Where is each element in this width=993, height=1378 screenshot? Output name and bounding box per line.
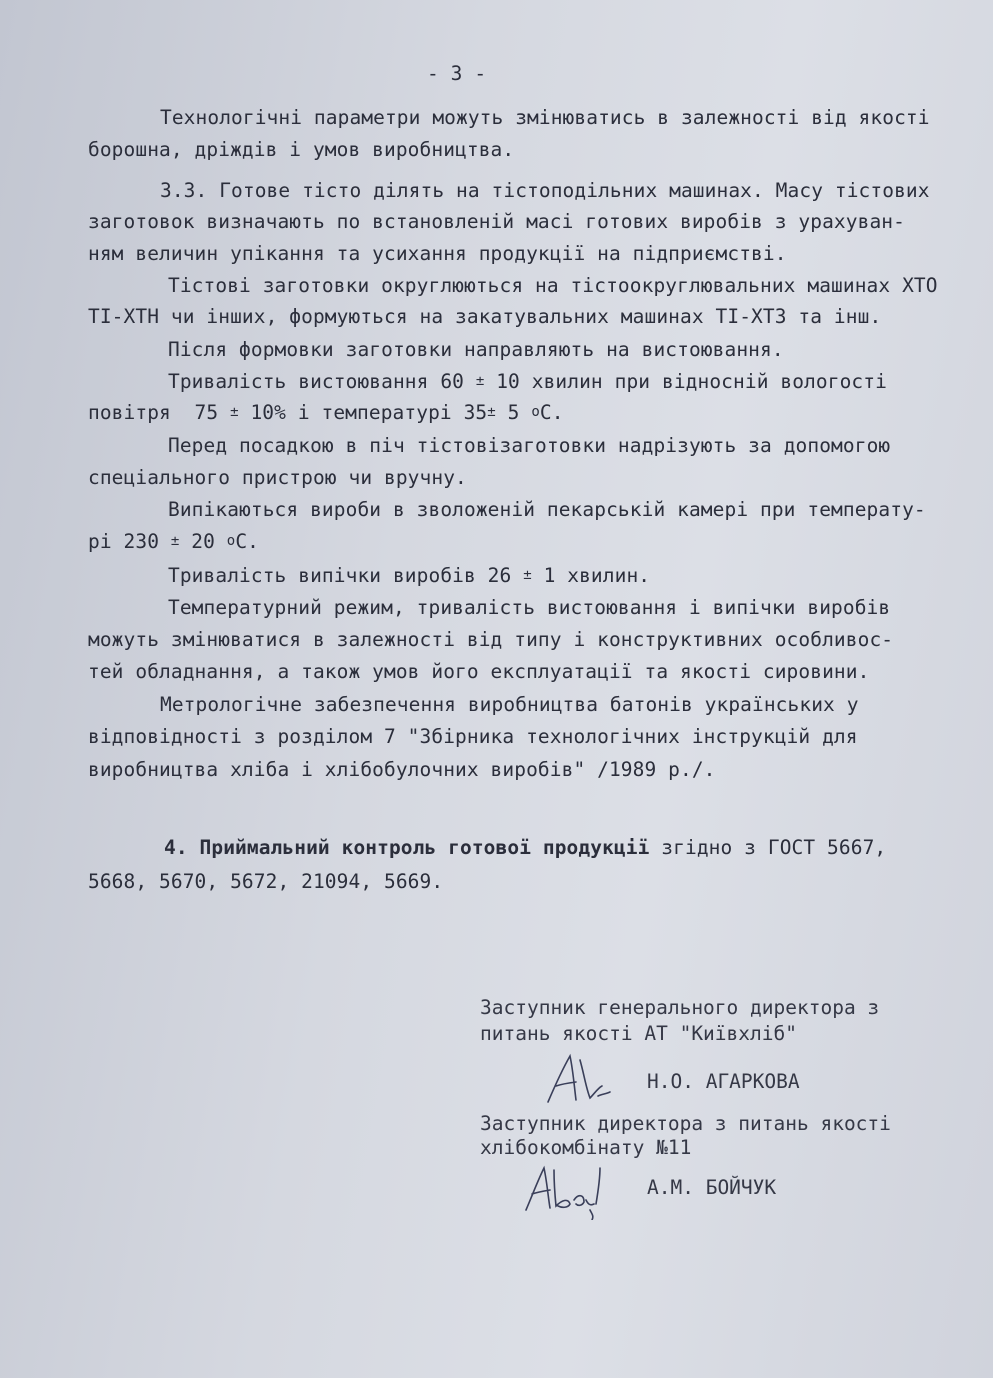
paragraph-line: Метрологічне забезпечення виробництва батонів українських у <box>160 693 859 716</box>
paragraph-line: 3.3. Готове тісто ділять на тістоподільних машинах. Масу тістових <box>160 179 930 202</box>
signatory-1-name: Н.О. АГАРКОВА <box>647 1070 800 1093</box>
paragraph-line: Температурний режим, тривалість вистоювання і випічки виробів <box>168 596 891 619</box>
signatory-2-title: Заступник директора з питань якості <box>480 1112 891 1135</box>
baking-duration-line: Тривалість випічки виробів 26 ± 1 хвилин. <box>168 564 651 587</box>
paragraph-line: можуть змінюватися в залежності від типу і конструктивних особливос- <box>88 628 894 651</box>
signatory-1-title: Заступник генерального директора з <box>480 996 880 1019</box>
acceptance-standards-line: 5668, 5670, 5672, 21094, 5669. <box>88 870 444 893</box>
paragraph-line: відповідності з розділом 7 "Збірника технологічних інструкцій для <box>88 725 858 748</box>
signature-agarkova <box>540 1050 630 1110</box>
page-number: - 3 - <box>427 62 487 85</box>
scoring-line: Перед посадкою в піч тістовізаготовки надрізують за допомогою <box>168 434 891 457</box>
paragraph-line: ням величин упікання та усихання продукції на підприємстві. <box>88 242 787 265</box>
paragraph-line: тей обладнання, а також умов його експлуатації та якості сировини. <box>88 660 870 683</box>
paragraph-line: Після формовки заготовки направляють на вистоювання. <box>168 338 784 361</box>
proofing-line-2: повітря 75 ± 10% і температурі 35± 5 $^o$С. <box>88 401 564 424</box>
paragraph-line: Технологічні параметри можуть змінюватись в залежності від якості <box>160 106 930 129</box>
signature-boychuk <box>520 1160 620 1220</box>
paragraph-line: заготовок визначають по встановленій масі готових виробів з урахуван- <box>88 210 905 233</box>
proofing-line-1: Тривалість вистоювання 60 ± 10 хвилин при відносній вологості <box>168 370 887 393</box>
paragraph-line: виробництва хліба і хлібобулочних виробів" /1989 р./. <box>88 758 716 781</box>
signatory-2-title-2: хлібокомбінату №11 <box>480 1136 692 1159</box>
signatory-2-name: А.М. БОЙЧУК <box>647 1176 777 1199</box>
paragraph-line: Тістові заготовки округлюються на тістоокруглювальних машинах ХТО <box>168 274 938 297</box>
acceptance-line: 4. Приймальний контроль готової продукції згідно з ГОСТ 5667, <box>164 836 887 859</box>
paragraph-line: борошна, дріждів і умов виробництва. <box>88 138 515 161</box>
paragraph-line: ТІ-ХТН чи інших, формуються на закатувальних машинах ТІ-ХТЗ та інш. <box>88 305 882 328</box>
baking-temperature-line: рі 230 ± 20 $^o$С. <box>88 530 260 553</box>
signatory-1-title-2: питань якості АТ "Київхліб" <box>480 1022 797 1045</box>
paragraph-line: спеціального пристрою чи вручну. <box>88 466 467 489</box>
paragraph-line: Випікаються вироби в зволоженій пекарській камері при температу- <box>168 498 926 521</box>
